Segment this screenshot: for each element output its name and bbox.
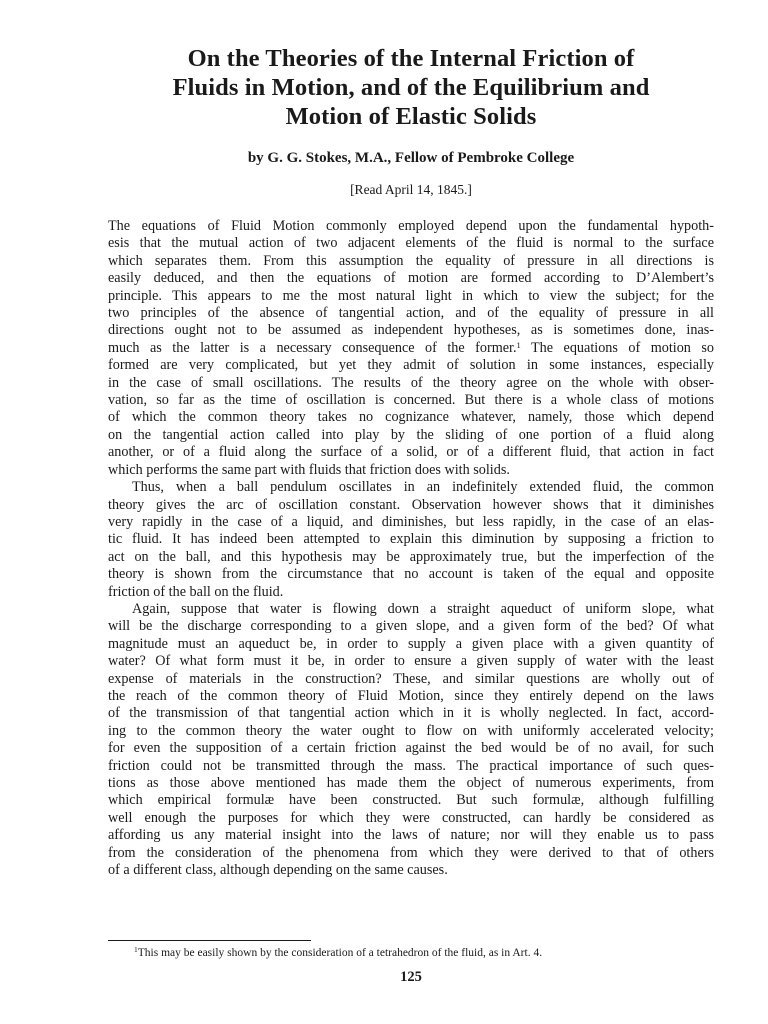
text-line: of a different class, although depending on the same causes.: [108, 862, 448, 879]
text-line: The equations of Fluid Motion commonly employed depend upon the fundamental hypoth-: [108, 218, 714, 234]
text-line: of the transmission of that tangential action which in it is wholly neglected. In fact, accord-: [108, 705, 714, 722]
text-line: ing to the common theory the water ought to flow on with uniformly accelerated velocity;: [108, 722, 714, 739]
text-line-with-footnote: [108, 340, 714, 357]
text-line: tions as those above mentioned has made them the object of numerous experiments, from: [108, 775, 714, 791]
footnote-marker[interactable]: 1: [516, 339, 521, 350]
paragraph-1: [108, 218, 714, 479]
text-line: affording us any material insight into the laws of nature; nor will they enable us to pass: [108, 827, 714, 844]
author-line: by G. G. Stokes, M.A., Fellow of Pembroke College: [247, 150, 575, 166]
text-line: friction of the ball on the fluid.: [108, 583, 284, 600]
text-line: which empirical formulæ have been constructed. But such formulæ, although fulfilling: [108, 792, 714, 809]
page-number: 125: [400, 969, 422, 985]
text-line: theory gives the arc of oscillation constant. Observation however shows that it diminishes: [108, 496, 714, 513]
text-line: for even the supposition of a certain friction against the bed would be of no avail, for such: [108, 740, 714, 757]
text-line: act on the ball, and this hypothesis may be approximately true, but the imperfection of the: [108, 548, 714, 565]
text-line: directions ought not to be assumed as independent hypotheses, as is sometimes done, inas-: [108, 322, 714, 339]
text-segment: much as the latter is a necessary consequence of the former.: [108, 339, 517, 356]
footnote: [134, 946, 542, 960]
text-line: expense of materials in the construction? These, and similar questions are wholly out of: [108, 670, 714, 687]
text-line: esis that the mutual action of two adjacent elements of the fluid is normal to the surface: [108, 235, 714, 252]
footnote-number: 1: [134, 945, 138, 954]
paper-page: [108, 0, 714, 1024]
text-line: theory is shown from the circumstance that no account is taken of the equal and opposite: [108, 566, 714, 583]
text-segment: The equations of motion so: [520, 339, 714, 356]
paper-title: [108, 44, 714, 131]
text-line: will be the discharge corresponding to a given slope, and a given form of the bed? Of what: [108, 618, 714, 635]
text-line: principle. This appears to me the most natural light in which to view the subject; for the: [108, 287, 714, 304]
text-line: on the tangential action called into play by the sliding of one portion of a fluid along: [108, 426, 714, 443]
text-line: Thus, when a ball pendulum oscillates in an indefinitely extended fluid, the common: [132, 479, 714, 496]
text-line: very rapidly in the case of a liquid, and diminishes, but less rapidly, in the case of an elas-: [108, 513, 714, 530]
text-line: which performs the same part with fluids that friction does with solids.: [108, 461, 510, 478]
text-line: vation, so far as the time of oscillation is concerned. But there is a whole class of motions: [108, 392, 714, 409]
text-line: in the case of small oscillations. The results of the theory agree on the whole with obser-: [108, 374, 714, 391]
text-line: easily deduced, and then the equations of motion are formed according to D’Alembert’s: [108, 270, 714, 287]
title-line-3: Motion of Elastic Solids: [285, 103, 537, 130]
text-line: another, or of a fluid along the surface of a solid, or of a different fluid, that action in fact: [108, 444, 714, 461]
text-line: well enough the purposes for which they were constructed, can hardly be considered as: [108, 809, 714, 826]
footnote-text: This may be easily shown by the consideration of a tetrahedron of the fluid, as in Art. 4.: [137, 947, 543, 959]
title-line-1: On the Theories of the Internal Friction of: [187, 45, 635, 72]
body-text: [108, 218, 714, 879]
text-line: of which the common theory takes no cognizance whatever, namely, those which depend: [108, 409, 714, 426]
text-line: water? Of what form must it be, in order to ensure a given supply of water with the least: [108, 653, 714, 670]
text-line: two principles of the absence of tangential action, and of the equality of pressure in all: [108, 305, 714, 322]
paragraph-3: [108, 601, 714, 880]
text-line: from the consideration of the phenomena from which they were derived to that of others: [108, 844, 714, 861]
read-date: [Read April 14, 1845.]: [350, 182, 472, 197]
footnote-divider: [108, 940, 311, 941]
text-line: formed are very complicated, but yet they admit of solution in some instances, especially: [108, 357, 714, 374]
text-line: the reach of the common theory of Fluid Motion, since they entirely depend on the laws: [108, 687, 714, 704]
text-line: tic fluid. It has indeed been attempted to explain this diminution by supposing a friction to: [108, 531, 714, 548]
text-line: magnitude must an aqueduct be, in order to supply a given place with a given quantity of: [108, 635, 714, 652]
paragraph-2: [108, 479, 714, 601]
text-line: Again, suppose that water is flowing down a straight aqueduct of uniform slope, what: [132, 600, 714, 617]
title-line-2: Fluids in Motion, and of the Equilibrium and: [172, 74, 650, 101]
text-line: friction could not be transmitted through the mass. The practical importance of such ques-: [108, 757, 714, 774]
text-line: which separates them. From this assumption the equality of pressure in all directions is: [108, 252, 714, 269]
